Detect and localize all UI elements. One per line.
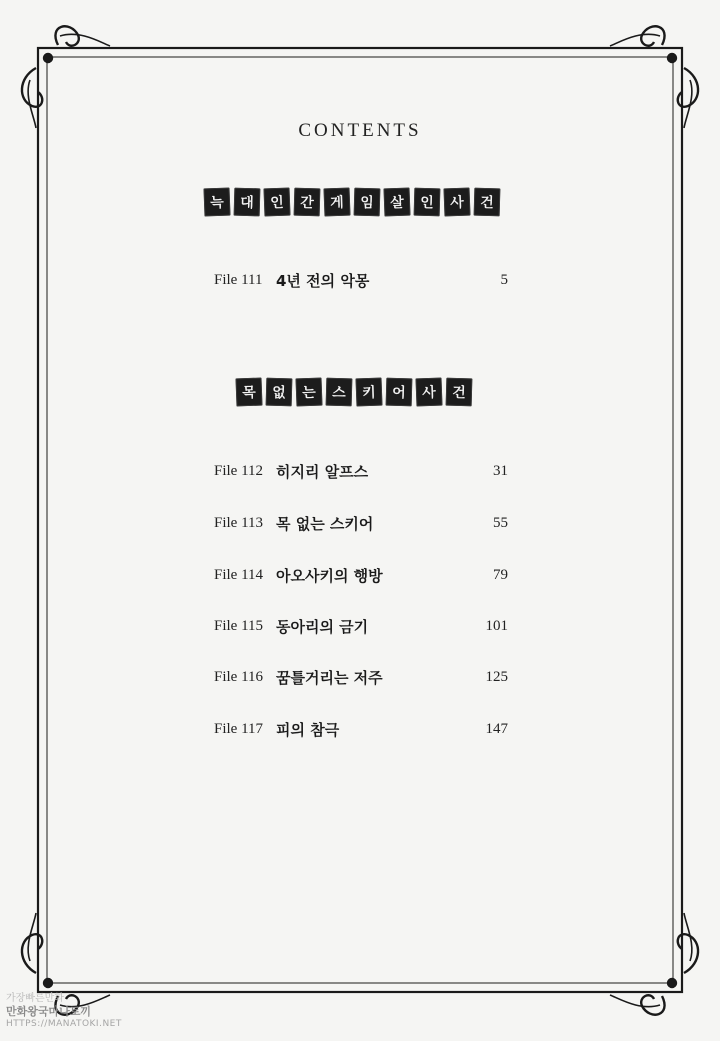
watermark-url: HTTPS://MANATOKI.NET (6, 1019, 122, 1029)
chapter-title: 꿈틀거리는 저주 (276, 668, 383, 687)
banner-tile: 인 (264, 188, 291, 217)
toc-entry[interactable] (214, 563, 508, 587)
toc-entry[interactable] (214, 511, 508, 535)
banner-tile: 건 (474, 188, 501, 217)
page-number: 101 (485, 617, 508, 634)
toc-entry[interactable] (214, 268, 508, 292)
banner-tile: 대 (234, 188, 261, 217)
page-number: 147 (485, 720, 508, 737)
banner-tile: 살 (384, 188, 411, 217)
chapter-title: 아오사키의 행방 (276, 566, 383, 585)
file-number: File 117 (214, 720, 264, 737)
page-number: 79 (493, 566, 508, 583)
banner-tile: 스 (326, 378, 353, 407)
banner-tile: 어 (386, 378, 413, 407)
chapter-title: 목 없는 스키어 (276, 514, 374, 533)
file-number: File 111 (214, 271, 263, 288)
file-number: File 115 (214, 617, 264, 634)
banner-tile: 인 (414, 188, 441, 217)
banner-tile: 없 (266, 378, 293, 407)
section-banner-werewolf-game (204, 188, 500, 216)
banner-tile: 건 (446, 378, 473, 407)
chapter-title: 동아리의 금기 (276, 617, 369, 636)
toc-entry[interactable] (214, 665, 508, 689)
banner-tile: 사 (444, 188, 471, 217)
toc-entry[interactable] (214, 614, 508, 638)
file-number: File 116 (214, 668, 264, 685)
corner-ornament-top-left (22, 26, 110, 128)
chapter-title: 히지리 알프스 (276, 462, 369, 481)
toc-entry[interactable] (214, 717, 508, 741)
page-number: 55 (493, 514, 508, 531)
page-number: 31 (493, 462, 508, 479)
watermark-line: 가장빠른만화 (6, 993, 64, 1004)
watermark (6, 992, 122, 1031)
toc-entry[interactable] (214, 459, 508, 483)
page-number: 125 (485, 668, 508, 685)
watermark-line: 만화왕국마나토끼 (6, 1005, 92, 1018)
corner-ornament-top-right (610, 26, 698, 128)
page-number: 5 (500, 271, 508, 288)
corner-ornament-bottom-right (610, 913, 698, 1015)
page-title: CONTENTS (298, 120, 422, 141)
file-number: File 113 (214, 514, 264, 531)
banner-tile: 사 (416, 378, 443, 407)
section-banner-headless-skier (236, 378, 472, 406)
banner-tile: 늑 (204, 188, 231, 217)
chapter-title: 피의 참극 (276, 720, 340, 739)
banner-tile: 간 (294, 188, 321, 217)
file-number: File 114 (214, 566, 264, 583)
chapter-title: 4년 전의 악몽 (276, 271, 370, 290)
banner-tile: 임 (354, 188, 381, 217)
banner-tile: 는 (296, 378, 323, 407)
banner-tile: 게 (324, 188, 351, 217)
file-number: File 112 (214, 462, 264, 479)
banner-tile: 키 (356, 378, 383, 407)
banner-tile: 목 (236, 378, 263, 407)
